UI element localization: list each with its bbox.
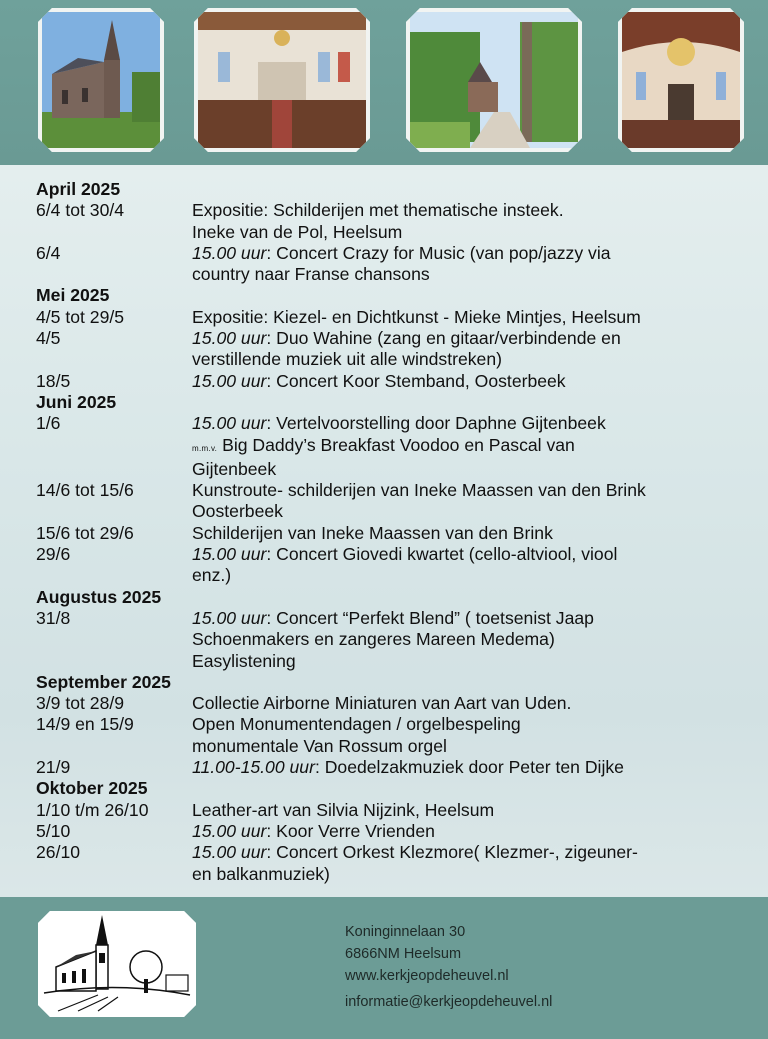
month-heading: Juni 2025 <box>36 391 117 412</box>
event-row <box>36 523 756 544</box>
photo-strip <box>0 0 768 165</box>
event-text: : Concert Crazy for Music (van pop/jazzy via <box>266 242 611 263</box>
event-description <box>192 842 756 863</box>
event-row <box>36 371 756 392</box>
event-description <box>192 243 756 264</box>
event-row <box>36 501 756 522</box>
footer <box>0 897 768 1039</box>
event-text: Ineke van de Pol, Heelsum <box>192 221 403 242</box>
event-date: 14/9 en 15/9 <box>36 714 134 735</box>
event-schedule <box>36 179 756 885</box>
event-description <box>192 413 756 434</box>
event-row <box>36 736 756 757</box>
event-description <box>192 501 756 522</box>
event-row <box>36 200 756 221</box>
event-date: 31/8 <box>36 607 71 628</box>
event-date: 21/9 <box>36 757 71 778</box>
event-row <box>36 264 756 285</box>
event-date: 26/10 <box>36 842 81 863</box>
event-row <box>36 349 756 370</box>
event-row <box>36 565 756 586</box>
mmv-prefix: m.m.v. <box>192 443 218 453</box>
event-description <box>192 651 756 672</box>
event-date <box>36 864 192 885</box>
event-text: : Duo Wahine (zang en gitaar/verbindende en <box>266 328 621 349</box>
postal-city: 6866NM Heelsum <box>345 946 462 962</box>
event-text: : Koor Verre Vrienden <box>266 820 435 841</box>
event-date <box>36 264 192 285</box>
event-row <box>36 842 756 863</box>
event-text: Kunstroute- schilderijen van Ineke Maassen van den Brink <box>192 480 646 501</box>
contact-block <box>345 921 552 1013</box>
church-exterior-photo <box>38 8 164 152</box>
event-text: : Concert “Perfekt Blend” ( toetsenist Jaap <box>266 607 594 628</box>
month-heading: Oktober 2025 <box>36 778 148 799</box>
event-row <box>36 629 756 650</box>
event-text: Collectie Airborne Miniaturen van Aart van Uden. <box>192 693 572 714</box>
event-description <box>192 200 756 221</box>
event-date: 15/6 tot 29/6 <box>36 522 134 543</box>
event-text: Open Monumentendagen / orgelbespeling <box>192 714 521 735</box>
event-text: Schilderijen van Ineke Maassen van den Brink <box>192 522 553 543</box>
event-text: country naar Franse chansons <box>192 264 430 285</box>
month-heading: September 2025 <box>36 671 171 692</box>
event-text: Expositie: Kiezel- en Dichtkunst - Mieke Mintjes, Heelsum <box>192 306 641 327</box>
event-text: Big Daddy’s Breakfast Voodoo en Pascal van <box>217 434 575 455</box>
event-row <box>36 757 756 778</box>
church-logo <box>38 911 196 1017</box>
event-row <box>36 307 756 328</box>
event-description <box>192 435 756 459</box>
event-row <box>36 651 756 672</box>
schedule-panel <box>0 165 768 897</box>
event-date: 14/6 tot 15/6 <box>36 480 134 501</box>
event-time: 15.00 uur <box>192 544 267 565</box>
church-interior-photo <box>194 8 370 152</box>
event-date <box>36 349 192 370</box>
event-text: Expositie: Schilderijen met thematische insteek. <box>192 200 564 221</box>
event-row <box>36 480 756 501</box>
event-text: monumentale Van Rossum orgel <box>192 735 447 756</box>
event-description <box>192 523 756 544</box>
event-description <box>192 800 756 821</box>
event-description <box>192 757 756 778</box>
month-heading: Mei 2025 <box>36 285 110 306</box>
event-text: en balkanmuziek) <box>192 863 330 884</box>
event-row <box>36 800 756 821</box>
event-description <box>192 565 756 586</box>
event-date: 6/4 <box>36 242 61 263</box>
event-description <box>192 544 756 565</box>
event-date <box>36 651 192 672</box>
event-time: 15.00 uur <box>192 328 267 349</box>
event-text: Easylistening <box>192 650 296 671</box>
event-date: 4/5 tot 29/5 <box>36 306 125 327</box>
event-description <box>192 608 756 629</box>
event-description <box>192 459 756 480</box>
event-description <box>192 480 756 501</box>
event-description <box>192 222 756 243</box>
street-address: Koninginnelaan 30 <box>345 924 466 940</box>
event-date <box>36 736 192 757</box>
event-description <box>192 693 756 714</box>
event-row <box>36 222 756 243</box>
event-row <box>36 714 756 735</box>
event-description <box>192 371 756 392</box>
event-row <box>36 328 756 349</box>
event-time: 15.00 uur <box>192 242 267 263</box>
event-time: 15.00 uur <box>192 607 267 628</box>
event-time: 15.00 uur <box>192 820 267 841</box>
event-text: Oosterbeek <box>192 501 283 522</box>
event-time: 15.00 uur <box>192 370 267 391</box>
event-row <box>36 693 756 714</box>
event-row <box>36 413 756 434</box>
month-heading: April 2025 <box>36 179 121 199</box>
event-text: : Concert Giovedi kwartet (cello-altviool, viool <box>266 544 618 565</box>
event-text: : Concert Koor Stemband, Oosterbeek <box>266 370 566 391</box>
event-date: 3/9 tot 28/9 <box>36 693 125 714</box>
event-row <box>36 864 756 885</box>
event-description <box>192 349 756 370</box>
event-date <box>36 501 192 522</box>
event-date <box>36 565 192 586</box>
event-text: Gijtenbeek <box>192 458 277 479</box>
event-text: : Concert Orkest Klezmore( Klezmer-, zigeuner- <box>266 842 638 863</box>
event-date <box>36 222 192 243</box>
event-date: 29/6 <box>36 544 71 565</box>
event-row <box>36 435 756 459</box>
event-row <box>36 544 756 565</box>
email-link[interactable]: informatie@kerkjeopdeheuvel.nl <box>345 994 553 1010</box>
event-date: 18/5 <box>36 370 71 391</box>
month-heading: Augustus 2025 <box>36 586 162 607</box>
event-row <box>36 608 756 629</box>
event-description <box>192 736 756 757</box>
event-description <box>192 864 756 885</box>
event-date: 1/6 <box>36 413 61 434</box>
event-row <box>36 243 756 264</box>
event-time: 15.00 uur <box>192 413 267 434</box>
event-date <box>36 629 192 650</box>
church-chandelier-photo <box>618 8 744 152</box>
church-path-photo <box>406 8 582 152</box>
event-date: 5/10 <box>36 820 71 841</box>
event-description <box>192 307 756 328</box>
event-time: 11.00-15.00 uur <box>192 757 315 778</box>
event-date <box>36 435 192 459</box>
event-description <box>192 264 756 285</box>
website-link[interactable]: www.kerkjeopdeheuvel.nl <box>345 968 509 984</box>
event-text: Schoenmakers en zangeres Mareen Medema) <box>192 629 555 650</box>
event-row <box>36 459 756 480</box>
event-description <box>192 714 756 735</box>
event-text: verstillende muziek uit alle windstreken) <box>192 349 502 370</box>
event-time: 15.00 uur <box>192 842 267 863</box>
event-text: : Vertelvoorstelling door Daphne Gijtenbeek <box>266 413 606 434</box>
event-date: 4/5 <box>36 328 61 349</box>
event-description <box>192 328 756 349</box>
event-date <box>36 459 192 480</box>
event-text: : Doedelzakmuziek door Peter ten Dijke <box>314 757 624 778</box>
event-date: 1/10 t/m 26/10 <box>36 799 149 820</box>
event-text: Leather-art van Silvia Nijzink, Heelsum <box>192 799 495 820</box>
event-row <box>36 821 756 842</box>
event-description <box>192 629 756 650</box>
event-date: 6/4 tot 30/4 <box>36 200 125 221</box>
event-text: enz.) <box>192 565 232 586</box>
event-description <box>192 821 756 842</box>
